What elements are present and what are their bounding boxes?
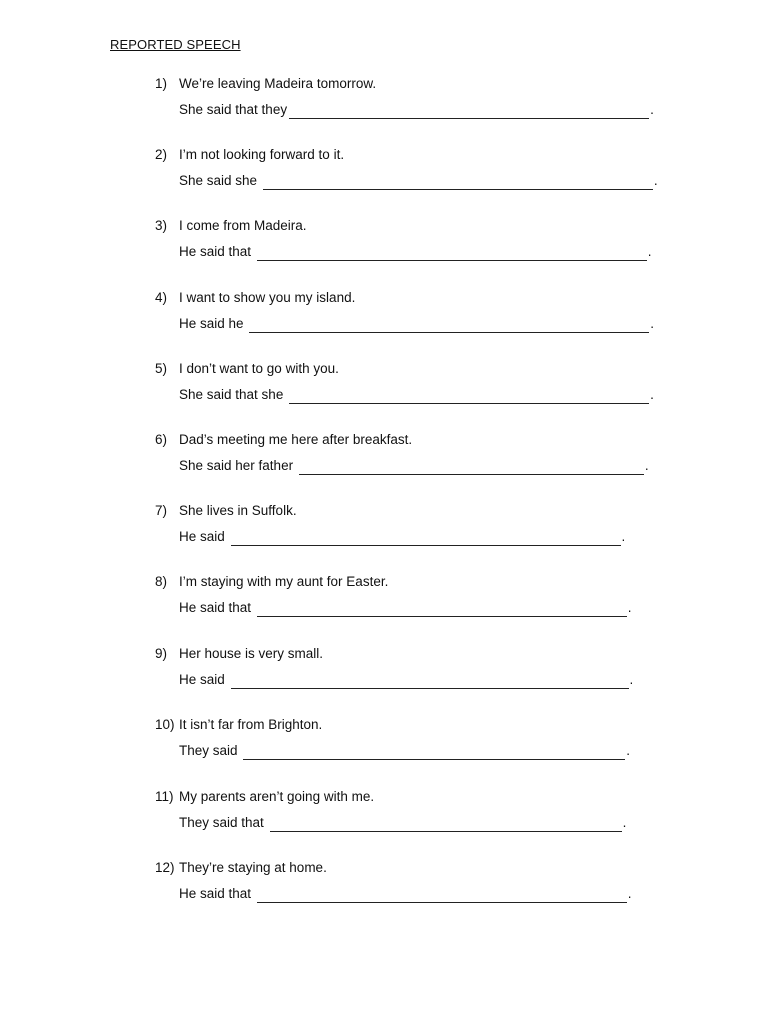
answer-row: [179, 599, 632, 617]
answer-period: .: [647, 244, 652, 259]
direct-speech-sentence: They’re staying at home.: [179, 860, 327, 875]
item-number: 4): [155, 290, 168, 305]
answer-blank[interactable]: [257, 246, 647, 261]
direct-speech-sentence: I come from Madeira.: [179, 218, 307, 233]
direct-speech-sentence: It isn’t far from Brighton.: [179, 717, 323, 732]
answer-period: .: [627, 886, 632, 901]
answer-blank[interactable]: [249, 318, 649, 333]
answer-row: [179, 528, 625, 546]
answer-row: [179, 671, 633, 689]
answer-blank[interactable]: [243, 745, 625, 760]
item-number: 1): [155, 76, 168, 91]
direct-speech-sentence: We’re leaving Madeira tomorrow.: [179, 76, 377, 91]
answer-period: .: [629, 672, 634, 687]
answer-blank[interactable]: [289, 389, 649, 404]
item-number: 12): [155, 860, 175, 875]
item-number: 2): [155, 147, 168, 162]
exercise-item: [155, 645, 715, 687]
item-number: 9): [155, 646, 168, 661]
exercise-item: [155, 431, 715, 473]
answer-period: .: [626, 743, 631, 758]
exercise-item: [155, 502, 715, 544]
answer-row: [179, 742, 630, 760]
answer-row: [179, 243, 652, 261]
answer-lead: She said that they: [179, 102, 288, 117]
answer-lead: He said he: [179, 316, 248, 331]
answer-period: .: [650, 316, 655, 331]
direct-speech-sentence: She lives in Suffolk.: [179, 503, 297, 518]
answer-lead: She said she: [179, 173, 261, 188]
answer-period: .: [650, 387, 654, 402]
answer-lead: They said: [179, 743, 242, 758]
exercise-item: [155, 146, 715, 188]
answer-row: [179, 172, 658, 190]
answer-lead: He said: [179, 529, 229, 544]
direct-speech-sentence: I’m staying with my aunt for Easter.: [179, 574, 389, 589]
answer-period: .: [644, 458, 649, 473]
answer-row: [179, 386, 654, 404]
answer-lead: He said that: [179, 886, 255, 901]
exercise-item: [155, 573, 715, 615]
direct-speech-sentence: I want to show you my island.: [179, 290, 356, 305]
answer-row: [179, 457, 649, 475]
answer-row: [179, 315, 654, 333]
answer-lead: She said her father: [179, 458, 297, 473]
item-number: 7): [155, 503, 168, 518]
direct-speech-sentence: My parents aren’t going with me.: [179, 789, 375, 804]
direct-speech-sentence: Dad’s meeting me here after breakfast.: [179, 432, 413, 447]
exercise-item: [155, 859, 715, 901]
answer-row: [179, 814, 626, 832]
exercise-item: [155, 75, 715, 117]
item-number: 11): [155, 789, 174, 804]
direct-speech-sentence: Her house is very small.: [179, 646, 324, 661]
answer-blank[interactable]: [270, 817, 622, 832]
answer-row: [179, 885, 632, 903]
answer-lead: He said that: [179, 244, 255, 259]
answer-blank[interactable]: [231, 531, 621, 546]
answer-period: .: [621, 529, 626, 544]
answer-lead: She said that she: [179, 387, 288, 402]
item-number: 3): [155, 218, 168, 233]
page-title: REPORTED SPEECH: [110, 37, 241, 52]
answer-blank[interactable]: [257, 602, 627, 617]
exercise-item: [155, 289, 715, 331]
exercise-item: [155, 360, 715, 402]
answer-period: .: [627, 600, 632, 615]
direct-speech-sentence: I’m not looking forward to it.: [179, 147, 345, 162]
answer-blank[interactable]: [263, 175, 653, 190]
item-number: 6): [155, 432, 168, 447]
item-number: 5): [155, 361, 168, 376]
exercise-item: [155, 217, 715, 259]
exercise-item: [155, 788, 715, 830]
answer-row: [179, 101, 654, 119]
answer-lead: He said: [179, 672, 229, 687]
answer-blank[interactable]: [299, 460, 644, 475]
answer-lead: He said that: [179, 600, 255, 615]
item-number: 10): [155, 717, 175, 732]
answer-lead: They said that: [179, 815, 268, 830]
answer-period: .: [622, 815, 627, 830]
answer-blank[interactable]: [231, 674, 629, 689]
item-number: 8): [155, 574, 168, 589]
exercise-item: [155, 716, 715, 758]
answer-blank[interactable]: [289, 104, 649, 119]
direct-speech-sentence: I don’t want to go with you.: [179, 361, 339, 376]
answer-period: .: [650, 102, 654, 117]
answer-period: .: [653, 173, 658, 188]
answer-blank[interactable]: [257, 888, 627, 903]
